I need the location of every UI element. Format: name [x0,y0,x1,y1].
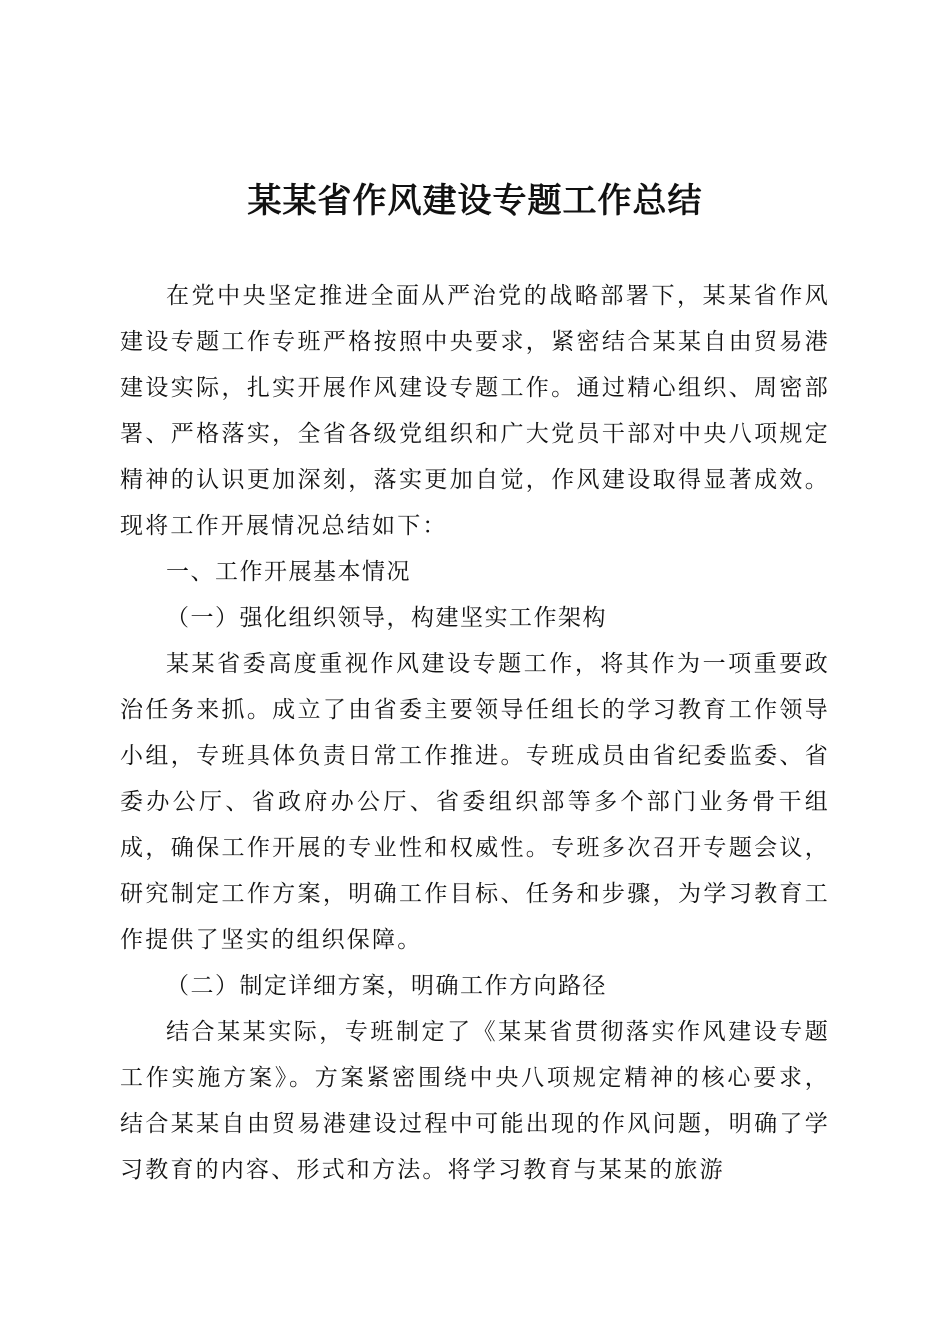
intro-paragraph: 在党中央坚定推进全面从严治党的战略部署下，某某省作风建设专题工作专班严格按照中央要求，紧密结合某某自由贸易港建设实际，扎实开展作风建设专题工作。通过精心组织、周密部署、严格落实，全省各级党组织和广大党员干部对中央八项规定精神的认识更加深刻，落实更加自觉，作风建设取得显著成效。现将工作开展情况总结如下： [120,283,830,539]
subsection-paragraph-2: 结合某某实际，专班制定了《某某省贯彻落实作风建设专题工作实施方案》。方案紧密围绕中央八项规定精神的核心要求，结合某某自由贸易港建设过程中可能出现的作风问题，明确了学习教育的内容、形式和方法。将学习教育与某某的旅游 [120,1019,830,1183]
subsection-heading-2: （二）制定详细方案，明确工作方向路径 [166,973,607,999]
section-heading-1: 一、工作开展基本情况 [166,559,411,585]
document-title: 某某省作风建设专题工作总结 [247,181,703,221]
subsection-paragraph-1: 某某省委高度重视作风建设专题工作，将其作为一项重要政治任务来抓。成立了由省委主要领导任组长的学习教育工作领导小组，专班具体负责日常工作推进。专班成员由省纪委监委、省委办公厅、省政府办公厅、省委组织部等多个部门业务骨干组成，确保工作开展的专业性和权威性。专班多次召开专题会议，研究制定工作方案，明确工作目标、任务和步骤，为学习教育工作提供了坚实的组织保障。 [120,651,830,953]
document-body [120,273,830,1193]
subsection-heading-1: （一）强化组织领导，构建坚实工作架构 [166,605,607,631]
